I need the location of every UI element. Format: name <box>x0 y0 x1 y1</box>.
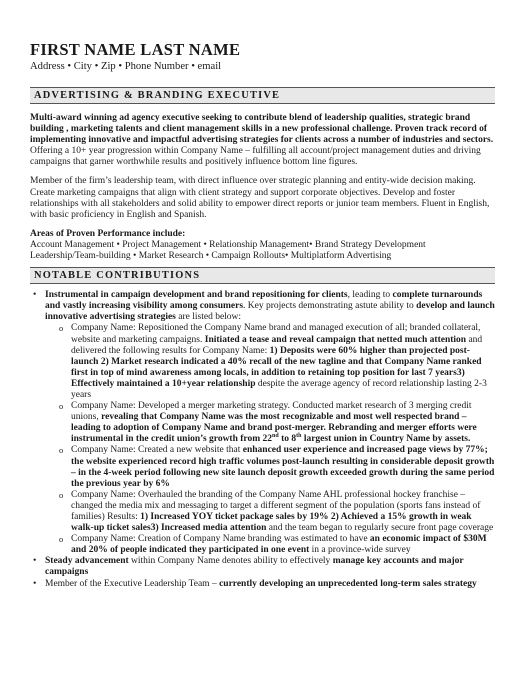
list-item: o Company Name: Creation of Company Name branding was estimated to have an economic impact of $30M and 20% of people indicated they participated in one event in a province-wide survey <box>71 534 495 556</box>
summary-lead: Multi-award winning ad agency executive seeking to contribute blend of leadership qualities, strategic brand building , marketing talents and client management skills in a new professional challenge. Proven track record of implementing innovative and impactful advertising strategies for clients across a number of industries and sectors. <box>30 113 494 146</box>
company-name: Company Name <box>180 146 243 157</box>
list-item: o Company Name: Overhauled the branding of the Company Name AHL professional hockey franchise – changed the media mix and messaging to target a different segment of the population (sports fans instead of families) Results: 1) Increased YOY ticket package sales by 19% 2) Achieved a 15% growth in weak walk-up ticket sales3) Increased media attention and the team began to regularly secure front page coverage <box>71 490 495 534</box>
areas-title: Areas of Proven Performance include: <box>30 228 186 239</box>
areas-line-1: Account Management • Project Management • Relationship Management• Brand Strategy Development <box>30 239 426 250</box>
list-item: o Company Name: Created a new website that enhanced user experience and increased page views by 77%; the website experienced record high traffic volumes post-launch resulting in considerable deposit growth – in the 4-week period following new site launch deposit growth exceeded growth during the same period the previous year by 6% <box>71 445 495 489</box>
project-list <box>45 323 495 556</box>
leadership-paragraph: Member of the firm’s leadership team, with direct influence over strategic planning and entity-wide decision making. Create marketing campaigns that align with client strategy and support corporate objectives. Develop and foster relationships with all stakeholders and solid ability to empower direct reports or junior team members. Fluent in English, with basic proficiency in English and Spanish. <box>30 176 490 220</box>
list-item: • Instrumental in campaign development and brand repositioning for clients, leading to complete turnarounds and vastly increasing visibility among consumers. Key projects demonstrating astute ability to develop and launch innovative advertising strategies are listed below: o Company Name: Repositioned the Company Name brand and managed execution of all; branded collateral, website and marketing campaigns. Initiated a tease and reveal campaign that netted much attention and delivered the following results for Company Name: 1) Deposits were 60% higher than projected post-launch 2) Market research indicated a 40% recall of the new tagline and that Company Name ranked first in top of mind awareness among locals, in addition to retaining top position for last 7 years3) Effectively maintained a 10+year relationship despite the average agency of record relationship lasting 2-3 years o Company Name: Developed a merger marketing strategy. Conducted market research of 3 merging credit unions, revealing that Company Name was the most recognizable and most well respected brand – leading to adoption of Company Name and brand post-merger. Rebranding and merger efforts were instrumental in the credit union’s growth from 22nd to 8th largest union in Country Name by assets. o Company Name: Created a new website that enhanced user experience and increased page views by 77%; the website experienced record high traffic volumes post-launch resulting in considerable deposit growth – in the 4-week period following new site launch deposit growth exceeded growth during the same period the previous year by 6% o Company Name: Overhauled the branding of the Company Name AHL professional hockey franchise – changed the media mix and messaging to target a different segment of the population (sports fans instead of families) Results: 1) Increased YOY ticket package sales by 19% 2) Achieved a 15% growth in weak walk-up ticket sales3) Increased media attention and the team began to regularly secure front page coverage o Company Name: Creation of Company Name branding was estimated to have an economic impact of $30M and 20% of people indicated they participated in one event in a province-wide survey <box>45 290 495 556</box>
candidate-name: FIRST NAME LAST NAME <box>30 40 241 59</box>
section-heading-notable-contributions: NOTABLE CONTRIBUTIONS <box>30 267 495 284</box>
list-item: • Member of the Executive Leadership Team – currently developing an unprecedented long-term sales strategy <box>45 579 495 590</box>
list-item: o Company Name: Repositioned the Company Name brand and managed execution of all; branded collateral, website and marketing campaigns. Initiated a tease and reveal campaign that netted much attention and delivered the following results for Company Name: 1) Deposits were 60% higher than projected post-launch 2) Market research indicated a 40% recall of the new tagline and that Company Name ranked first in top of mind awareness among locals, in addition to retaining top position for last 7 years3) Effectively maintained a 10+year relationship despite the average agency of record relationship lasting 2-3 years <box>71 323 495 401</box>
list-item: o Company Name: Developed a merger marketing strategy. Conducted market research of 3 merging credit unions, revealing that Company Name was the most recognizable and most well respected brand – leading to adoption of Company Name and brand post-merger. Rebranding and merger efforts were instrumental in the credit union’s growth from 22nd to 8th largest union in Country Name by assets. <box>71 401 495 445</box>
section-heading-advertising-branding: ADVERTISING & BRANDING EXECUTIVE <box>30 87 495 104</box>
contact-line: Address • City • Zip • Phone Number • email <box>30 61 222 72</box>
summary-paragraph: Multi-award winning ad agency executive seeking to contribute blend of leadership qualities, strategic brand building , marketing talents and client management skills in a new professional challenge. Proven track record of implementing innovative and impactful advertising strategies for clients across a number of industries and sectors. Offering a 10+ year progression within Company Name – fulfilling all account/project management duties and driving campaigns that garner worthwhile results and positively influence bottom line figures. <box>30 113 494 168</box>
areas-line-2: Leadership/Team-building • Market Research • Campaign Rollouts• Multiplatform Advertising <box>30 251 392 262</box>
list-item: • Steady advancement within Company Name denotes ability to effectively manage key accounts and major campaigns <box>45 556 495 578</box>
contributions-list <box>30 290 495 590</box>
